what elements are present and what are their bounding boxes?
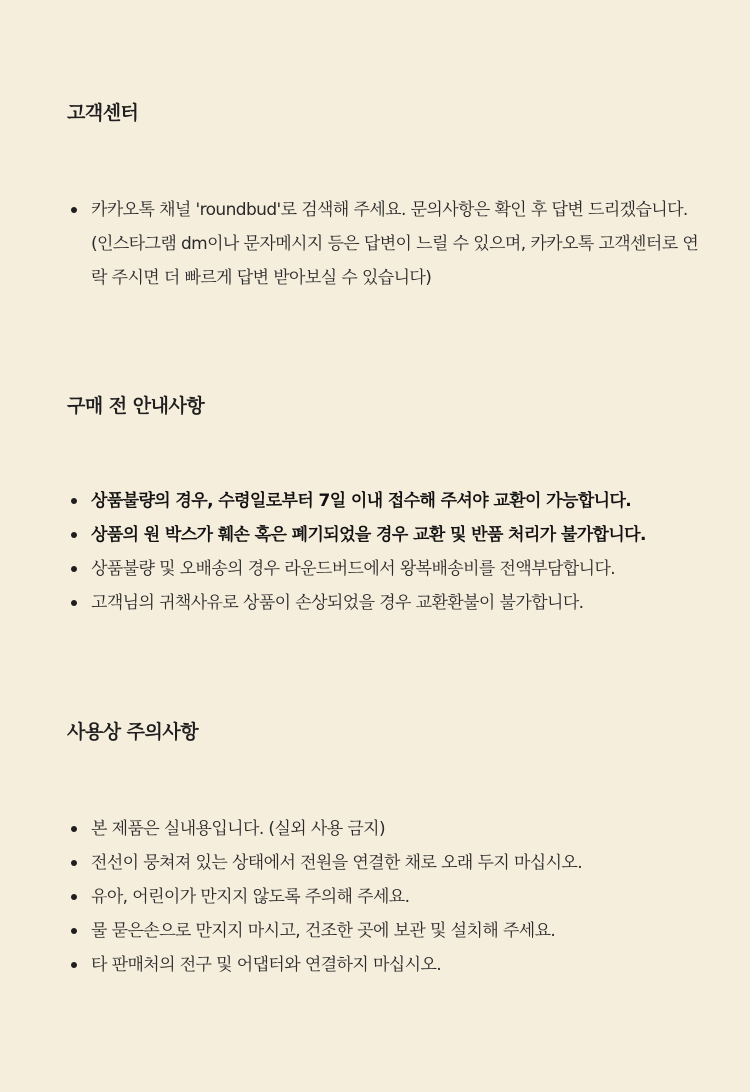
list-item <box>67 586 707 620</box>
list-item-text: 본 제품은 실내용입니다. (실외 사용 금지) <box>91 819 386 839</box>
list-item-text: 고객님의 귀책사유로 상품이 손상되었을 경우 교환환불이 불가합니다. <box>91 593 584 613</box>
list-item <box>67 552 707 586</box>
bullet-icon <box>71 600 77 606</box>
bullet-icon <box>71 860 77 866</box>
pre-purchase-list <box>67 484 707 620</box>
list-item <box>67 914 707 948</box>
pre-purchase-title: 구매 전 안내사항 <box>67 395 205 417</box>
bullet-icon <box>71 894 77 900</box>
list-item-text: 물 묻은손으로 만지지 마시고, 건조한 곳에 보관 및 설치해 주세요. <box>91 921 556 941</box>
bullet-icon <box>71 498 77 504</box>
list-item <box>67 948 707 982</box>
list-item-text: 상품불량의 경우, 수령일로부터 7일 이내 접수해 주셔야 교환이 가능합니다. <box>91 491 632 511</box>
bullet-icon <box>71 928 77 934</box>
customer-center-title: 고객센터 <box>67 102 139 124</box>
usage-cautions-section <box>67 719 707 975</box>
list-item-text: 상품불량 및 오배송의 경우 라운드버드에서 왕복배송비를 전액부담합니다. <box>91 559 616 579</box>
list-item-text: 유아, 어린이가 만지지 않도록 주의해 주세요. <box>91 887 410 907</box>
customer-center-list <box>67 193 707 295</box>
usage-cautions-list <box>67 812 707 982</box>
list-item <box>67 484 707 518</box>
list-item <box>67 193 707 295</box>
pre-purchase-section <box>67 393 707 613</box>
bullet-icon <box>71 566 77 572</box>
list-item-text: 카카오톡 채널 'roundbud'로 검색해 주세요. 문의사항은 확인 후 답변 드리겠습니다. (인스타그램 dm이나 문자메시지 등은 답변이 느릴 수 있으며, 카카오톡 고객센터로 연락 주시면 더 빠르게 답변 받아보실 수 있습니다) <box>91 200 699 288</box>
customer-center-section <box>67 100 707 288</box>
bullet-icon <box>71 532 77 538</box>
usage-cautions-title: 사용상 주의사항 <box>67 721 199 743</box>
list-item <box>67 846 707 880</box>
list-item <box>67 812 707 846</box>
list-item-text: 전선이 뭉쳐져 있는 상태에서 전원을 연결한 채로 오래 두지 마십시오. <box>91 853 583 873</box>
bullet-icon <box>71 207 77 213</box>
bullet-icon <box>71 962 77 968</box>
list-item-text: 상품의 원 박스가 훼손 혹은 폐기되었을 경우 교환 및 반품 처리가 불가합니다. <box>91 525 646 545</box>
list-item-text: 타 판매처의 전구 및 어댑터와 연결하지 마십시오. <box>91 955 442 975</box>
list-item <box>67 518 707 552</box>
list-item <box>67 880 707 914</box>
bullet-icon <box>71 826 77 832</box>
